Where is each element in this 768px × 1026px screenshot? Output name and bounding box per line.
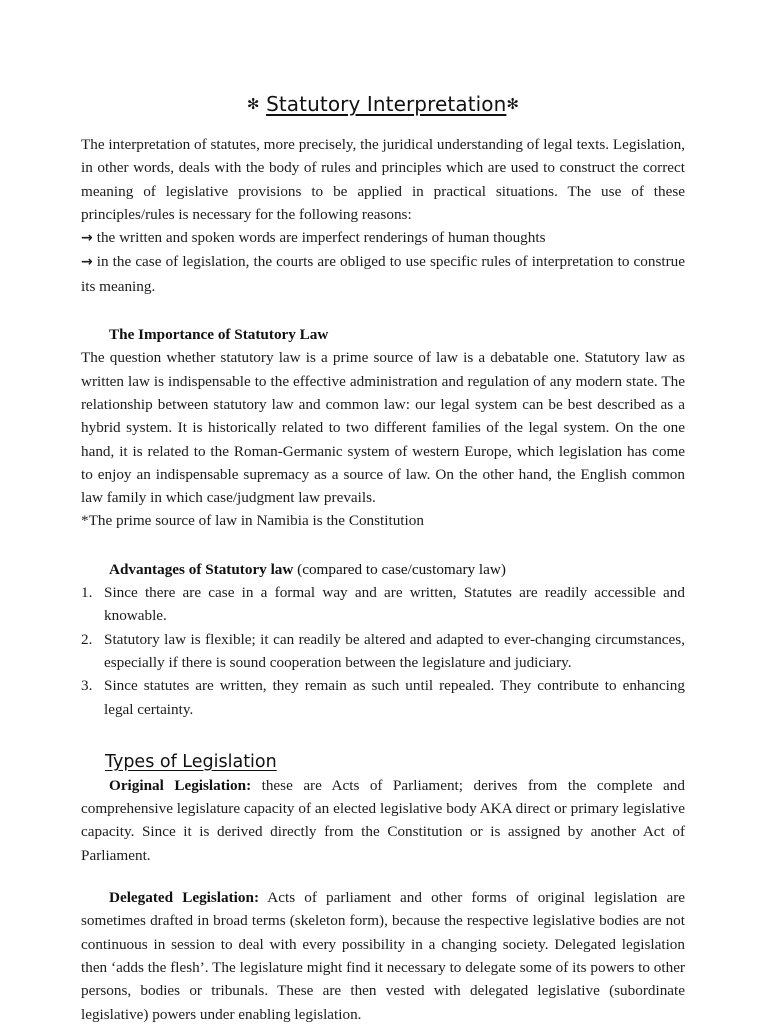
spacer (81, 533, 685, 558)
advantages-list (81, 581, 685, 721)
arrow-bullet-1 (81, 226, 685, 250)
original-legislation-label: Original Legislation: (109, 776, 252, 794)
arrow-bullet-2 (81, 250, 685, 298)
heading-types-of-legislation (81, 750, 685, 774)
arrow-bullet-2-text: in the case of legislation, the courts are obliged to use specific rules of interpretation to construe its meaning. (81, 253, 685, 295)
arrow-right-icon: → (81, 230, 93, 247)
document-body (81, 92, 685, 1026)
spacer (81, 721, 685, 750)
heading-importance-of-statutory-law: The Importance of Statutory Law (109, 326, 329, 344)
page-title (81, 92, 685, 116)
heading-advantages-of-statutory-law (81, 558, 685, 581)
original-legislation-paragraph (81, 774, 685, 867)
spacer (81, 298, 685, 323)
list-item: Since there are case in a formal way and are written, Statutes are readily accessible and knowable. (104, 584, 685, 625)
advantages-heading-bold: Advantages of Statutory law (109, 560, 294, 578)
arrow-right-icon: → (81, 254, 93, 271)
list-item: Since statutes are written, they remain as such until repealed. They contribute to enhancing legal certainty. (104, 677, 685, 718)
snowflake-icon-left: ✻ (246, 95, 260, 113)
snowflake-icon-right: ✻ (506, 95, 520, 113)
original-legislation-text: these are Acts of Parliament; derives from the complete and comprehensive legislature capacity of an elected legislative body AKA direct or primary legislative capacity. Since it is derived directly from the Constitution or is assigned by another Act of Parliament. (81, 776, 685, 864)
advantages-heading-note: (compared to case/customary law) (293, 560, 506, 578)
spacer (81, 867, 685, 886)
arrow-bullet-1-text: the written and spoken words are imperfect renderings of human thoughts (96, 229, 546, 247)
importance-paragraph: The question whether statutory law is a prime source of law is a debatable one. Statutory law as written law is indispensable to the effective administration and regulation of any modern state. The relationship between statutory law and common law: our legal system can be best described as a hybrid system. It is historically related to two different families of the legal system. On the one hand, it is related to the Roman-Germanic system of western Europe, which legislation has come to enjoy an indispensable supremacy as a source of law. On the other hand, the English common law family in which case/judgment law prevails. (81, 349, 685, 507)
delegated-legislation-text: Acts of parliament and other forms of original legislation are sometimes drafted in broad terms (skeleton form), because the respective legislative bodies are not continuous in session to deal with every possibility in a changing society. Delegated legislation then ‘adds the flesh’. The legislature might find it necessary to delegate some of its powers to other persons, bodies or tribunals. These are then vested with delegated legislative (subordinate legislative) powers under enabling legislation. (81, 889, 685, 1023)
delegated-legislation-paragraph (81, 886, 685, 1026)
types-of-legislation-text: Types of Legislation (105, 751, 277, 772)
page-title-text: Statutory Interpretation (266, 92, 507, 116)
intro-paragraph: The interpretation of statutes, more precisely, the juridical understanding of legal texts. Legislation, in other words, deals with the body of rules and principles which are used to construct the correct meaning of legislative provisions to be applied in practical situations. The use of these principles/rules is necessary for the following reasons: (81, 136, 685, 223)
list-item: Statutory law is flexible; it can readily be altered and adapted to ever-changing circumstances, especially if there is sound cooperation between the legislature and judiciary. (104, 630, 685, 671)
delegated-legislation-label: Delegated Legislation: (109, 889, 259, 907)
importance-footnote: *The prime source of law in Namibia is the Constitution (81, 512, 424, 530)
